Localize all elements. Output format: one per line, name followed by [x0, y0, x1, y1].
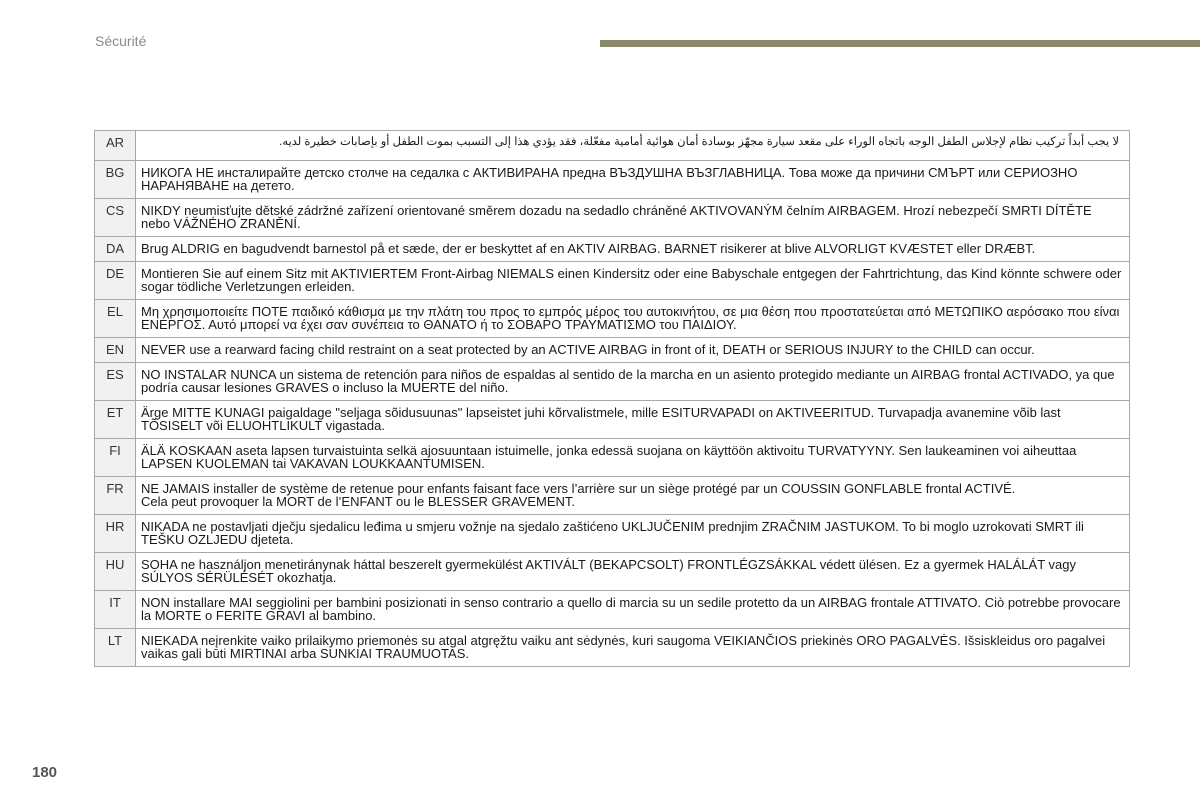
warning-text: [136, 477, 1130, 515]
warning-text: NEVER use a rearward facing child restraint on a seat protected by an ACTIVE AIRBAG in front of it, DEATH or SERIOUS INJURY to the CHILD can occur.: [136, 338, 1130, 363]
warning-row-hr: [95, 515, 1130, 553]
warning-text: Montieren Sie auf einem Sitz mit AKTIVIERTEM Front-Airbag NIEMALS einen Kindersitz oder eine Babyschale entgegen der Fahrtrichtung, das Kind könnte schwere oder sogar tödliche Verletzungen erleiden.: [136, 262, 1130, 300]
warning-row-fi: [95, 439, 1130, 477]
warning-row-es: [95, 363, 1130, 401]
warning-row-da: [95, 237, 1130, 262]
page-number: 180: [32, 764, 58, 781]
warning-row-et: [95, 401, 1130, 439]
warning-text: Μη χρησιμοποιείτε ΠΟΤΕ παιδικό κάθισμα με την πλάτη του προς το εμπρός μέρος του αυτοκινήτου, σε μια θέση που προστατεύεται από ΜΕΤΩΠΙΚΟ αερόσακο που είναι ΕΝΕΡΓΟΣ. Αυτό μπορεί να έχει σαν συνέπεια το ΘΑΝΑΤΟ ή το ΣΟΒΑΡΟ ΤΡΑΥΜΑΤΙΣΜΟ του ΠΑΙΔΙΟΥ.: [136, 300, 1130, 338]
language-code: IT: [95, 591, 136, 629]
warning-row-bg: [95, 161, 1130, 199]
language-code: HR: [95, 515, 136, 553]
header-accent-bar: [600, 40, 1200, 47]
warning-text: NIKDY neumisťujte dětské zádržné zařízení orientované směrem dozadu na sedadlo chráněné AKTIVOVANÝM čelním AIRBAGEM. Hrozí nebezpečí SMRTI DÍTĚTE nebo VÁŽNÉHO ZRANĚNÍ.: [136, 199, 1130, 237]
language-code: BG: [95, 161, 136, 199]
language-code: EN: [95, 338, 136, 363]
airbag-warning-table: [94, 130, 1130, 667]
language-code: DE: [95, 262, 136, 300]
warning-text: NO INSTALAR NUNCA un sistema de retención para niños de espaldas al sentido de la marcha en un asiento protegido mediante un AIRBAG frontal ACTIVADO, ya que podría causar lesiones GRAVES o incluso la MUERTE del niño.: [136, 363, 1130, 401]
warning-text: ÄLÄ KOSKAAN aseta lapsen turvaistuinta selkä ajosuuntaan istuimelle, jonka edessä suojana on käyttöön aktivoitu TURVATYYNY. Sen laukeaminen voi aiheuttaa LAPSEN KUOLEMAN tai VAKAVAN LOUKKAANTUMISEN.: [136, 439, 1130, 477]
warning-row-lt: [95, 629, 1130, 667]
language-code: AR: [95, 131, 136, 161]
warning-row-hu: [95, 553, 1130, 591]
language-code: HU: [95, 553, 136, 591]
language-code: ES: [95, 363, 136, 401]
warning-row-el: [95, 300, 1130, 338]
warning-text-line: Cela peut provoquer la MORT de l’ENFANT ou le BLESSER GRAVEMENT.: [141, 494, 575, 509]
warning-row-cs: [95, 199, 1130, 237]
language-code: ET: [95, 401, 136, 439]
warning-text-line: NE JAMAIS installer de système de retenue pour enfants faisant face vers l’arrière sur un siège protégé par un COUSSIN GONFLABLE frontal ACTIVÉ.: [141, 481, 1016, 496]
warning-text: NON installare MAI seggiolini per bambini posizionati in senso contrario a quello di marcia su un sedile protetto da un AIRBAG frontale ATTIVATO. Ciò potrebbe provocare la MORTE o FERITE GRAVI al bambino.: [136, 591, 1130, 629]
language-code: DA: [95, 237, 136, 262]
warning-row-fr: [95, 477, 1130, 515]
language-code: EL: [95, 300, 136, 338]
warning-text: Brug ALDRIG en bagudvendt barnestol på et sæde, der er beskyttet af en AKTIV AIRBAG. BARNET risikerer at blive ALVORLIGT KVÆSTET eller DRÆBT.: [136, 237, 1130, 262]
language-code: CS: [95, 199, 136, 237]
language-code: LT: [95, 629, 136, 667]
section-title: Sécurité: [95, 33, 147, 49]
warning-text: НИКОГА НЕ инсталирайте детско столче на седалка с АКТИВИРАНА предна ВЪЗДУШНА ВЪЗГЛАВНИЦА. Това може да причини СМЪРТ или СЕРИОЗНО НАРАНЯВАНЕ на детето.: [136, 161, 1130, 199]
warning-row-ar: [95, 131, 1130, 161]
warning-text: لا يجب أبداً تركيب نظام لإجلاس الطفل الوجه باتجاه الوراء على مقعد سيارة مجهّز بوسادة أمان هوائية أمامية مفعّلة، فقد يؤدي هذا إلى التسبب بموت الطفل أو بإصابات خطيرة لديه.: [136, 131, 1130, 161]
warning-text: NIKADA ne postavljati dječju sjedalicu leđima u smjeru vožnje na sjedalo zaštićeno UKLJUČENIM prednjim ZRAČNIM JASTUKOM. To bi moglo uzrokovati SMRT ili TEŠKU OZLJEDU djeteta.: [136, 515, 1130, 553]
language-code: FI: [95, 439, 136, 477]
warning-row-en: [95, 338, 1130, 363]
warning-row-de: [95, 262, 1130, 300]
warning-text: Ärge MITTE KUNAGI paigaldage "seljaga sõidusuunas" lapseistet juhi kõrvalistmele, mille ESITURVAPADI on AKTIVEERITUD. Turvapadja avanemine võib last TÕSISELT või ELUOHTLIKULT vigastada.: [136, 401, 1130, 439]
warning-text: SOHA ne használjon menetiránynak háttal beszerelt gyermekülést AKTIVÁLT (BEKAPCSOLT) FRONTLÉGZSÁKKAL védett ülésen. Ez a gyermek HALÁLÁT vagy SÚLYOS SÉRÜLÉSÉT okozhatja.: [136, 553, 1130, 591]
warning-text: NIEKADA neįrenkite vaiko prilaikymo priemonės su atgal atgręžtu vaiku ant sėdynės, kuri saugoma VEIKIANČIOS priekinės ORO PAGALVĖS. Išsiskleidus oro pagalvei vaikas gali būti MIRTINAI arba SUNKIAI TRAUMUOTAS.: [136, 629, 1130, 667]
warning-row-it: [95, 591, 1130, 629]
language-code: FR: [95, 477, 136, 515]
